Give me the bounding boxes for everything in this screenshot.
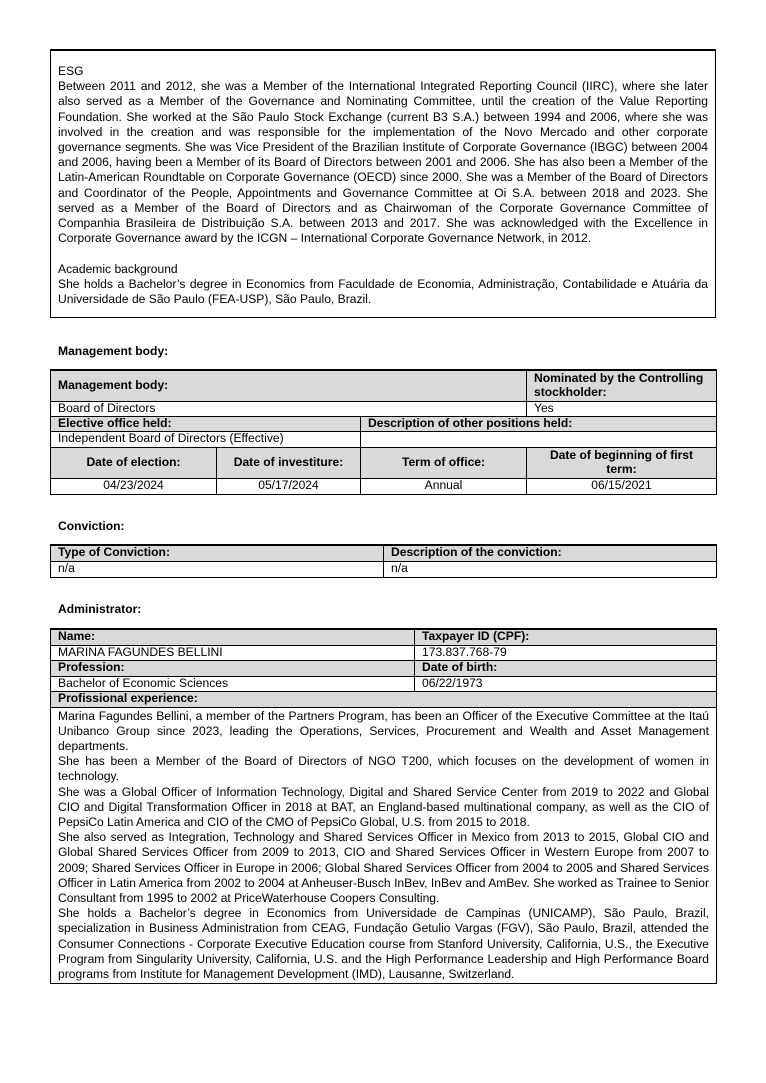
academic-heading: Academic background [58, 261, 178, 276]
academic-text: She holds a Bachelor’s degree in Economics from Faculdade de Economia, Administração, Contabilidade e Atuária da Universidade de São Paulo (FEA-USP), São Paulo, Brazil. [58, 276, 708, 307]
management-body-value: Board of Directors [51, 401, 527, 416]
first-term-date-label: Date of beginning of first term: [527, 447, 717, 478]
conviction-table [50, 544, 717, 578]
date-of-investiture-value: 05/17/2024 [217, 478, 361, 494]
elective-office-value: Independent Board of Directors (Effective) [51, 431, 361, 447]
taxpayer-id-label: Taxpayer ID (CPF): [415, 629, 717, 645]
conviction-description-label: Description of the conviction: [384, 545, 717, 561]
elective-office-label: Elective office held: [51, 416, 361, 431]
experience-paragraph-1: Marina Fagundes Bellini, a member of the Partners Program, has been an Officer of the Executive Committee at the Itaú Unibanco Group since 2023, leading the Operations, Services, Procurement and Wealth and Asset Management departments. [58, 708, 709, 753]
date-of-election-value: 04/23/2024 [51, 478, 217, 494]
name-label: Name: [51, 629, 415, 645]
conviction-description-value: n/a [384, 561, 717, 577]
esg-heading: ESG [58, 64, 84, 78]
management-section-title: Management body: [58, 344, 169, 358]
conviction-type-value: n/a [51, 561, 384, 577]
blank-line [58, 246, 708, 261]
experience-paragraph-2: She has been a Member of the Board of Directors of NGO T200, which focuses on the development of women in technology. [58, 754, 709, 784]
date-of-birth-label: Date of birth: [415, 660, 717, 676]
experience-paragraph-5: She holds a Bachelor’s degree in Economics from Universidade de Campinas (UNICAMP), São Paulo, Brazil, specialization in Business Administration from CEAG, Fundação Getulio Vargas (FGV), São Paulo, Brazil, attended the Consumer Connections - Corporate Executive Education course from Stanford University, California, U.S., the Executive Program from Singularity University, California, U.S. and the High Performance Leadership and High Performance Board programs from Institute for Management Development (IMD), Lausanne, Switzerland. [58, 906, 709, 981]
professional-experience-label: Profissional experience: [51, 691, 717, 707]
first-term-date-value: 06/15/2021 [527, 478, 717, 494]
administrator-section-title: Administrator: [58, 602, 142, 616]
date-of-birth-value: 06/22/1973 [415, 676, 717, 691]
nominated-value: Yes [527, 401, 717, 416]
experience-paragraph-4: She also served as Integration, Technology and Shared Services Officer in Mexico from 2013 to 2015, Global CIO and Global Shared Services Officer from 2009 to 2013, CIO and Shared Services Officer in Western Europe from 2007 to 2009; Shared Services Officer in Europe in 2006; Global Shared Services Officer from 2004 to 2005 and Shared Services Officer in Latin America from 2002 to 2004 at Anheuser-Busch InBev, InBev and AmBev. She worked as Trainee to Senior Consultant from 1995 to 2002 at PriceWaterhouse Coopers Consulting. [58, 830, 709, 905]
date-of-investiture-label: Date of investiture: [217, 447, 361, 478]
administrator-table [50, 628, 717, 984]
other-positions-value [361, 431, 717, 447]
date-of-election-label: Date of election: [51, 447, 217, 478]
management-body-header: Management body: [51, 370, 527, 401]
term-of-office-value: Annual [361, 478, 527, 494]
experience-paragraph-3: She was a Global Officer of Information Technology, Digital and Shared Service Center from 2019 to 2022 and Global CIO and Digital Transformation Officer in 2018 at BAT, an England-based multinational company, as well as the CIO of PepsiCo Latin America and CIO of the CMO of PepsiCo Global, U.S. from 2015 to 2018. [58, 784, 709, 829]
professional-experience-text [51, 707, 717, 984]
conviction-section-title: Conviction: [58, 519, 125, 533]
esg-text: Between 2011 and 2012, she was a Member of the International Integrated Reporting Council (IIRC), where she later also served as a Member of the Governance and Nominating Committee, until the creation of the Value Reporting Foundation. She worked at the São Paulo Stock Exchange (current B3 S.A.) between 1994 and 2006, where she was involved in the creation and was responsible for the implementation of the Novo Mercado and other corporate governance segments. She was Vice President of the Brazilian Institute of Corporate Governance (IBGC) between 2004 and 2006, having been a Member of its Board of Directors between 2001 and 2006. She has also been a Member of the Latin-American Roundtable on Corporate Governance (OECD) since 2000. She was a Member of the Board of Directors and Coordinator of the People, Appointments and Governance Committee at Oi S.A. between 2018 and 2023. She served as a Member of the Board of Directors and as Chairwoman of the Corporate Governance Committee of Companhia Brasileira de Distribuição S.A. between 2013 and 2017. She was acknowledged with the Excellence in Corporate Governance award by the ICGN – International Corporate Governance Network, in 2012. [58, 79, 708, 246]
profession-label: Profession: [51, 660, 415, 676]
profession-value: Bachelor of Economic Sciences [51, 676, 415, 691]
nominated-header: Nominated by the Controlling stockholder: [527, 370, 717, 401]
other-positions-label: Description of other positions held: [361, 416, 717, 431]
esg-academic-box [50, 49, 716, 318]
taxpayer-id-value: 173.837.768-79 [415, 645, 717, 660]
management-body-table [50, 369, 717, 495]
conviction-type-label: Type of Conviction: [51, 545, 384, 561]
name-value: MARINA FAGUNDES BELLINI [51, 645, 415, 660]
term-of-office-label: Term of office: [361, 447, 527, 478]
